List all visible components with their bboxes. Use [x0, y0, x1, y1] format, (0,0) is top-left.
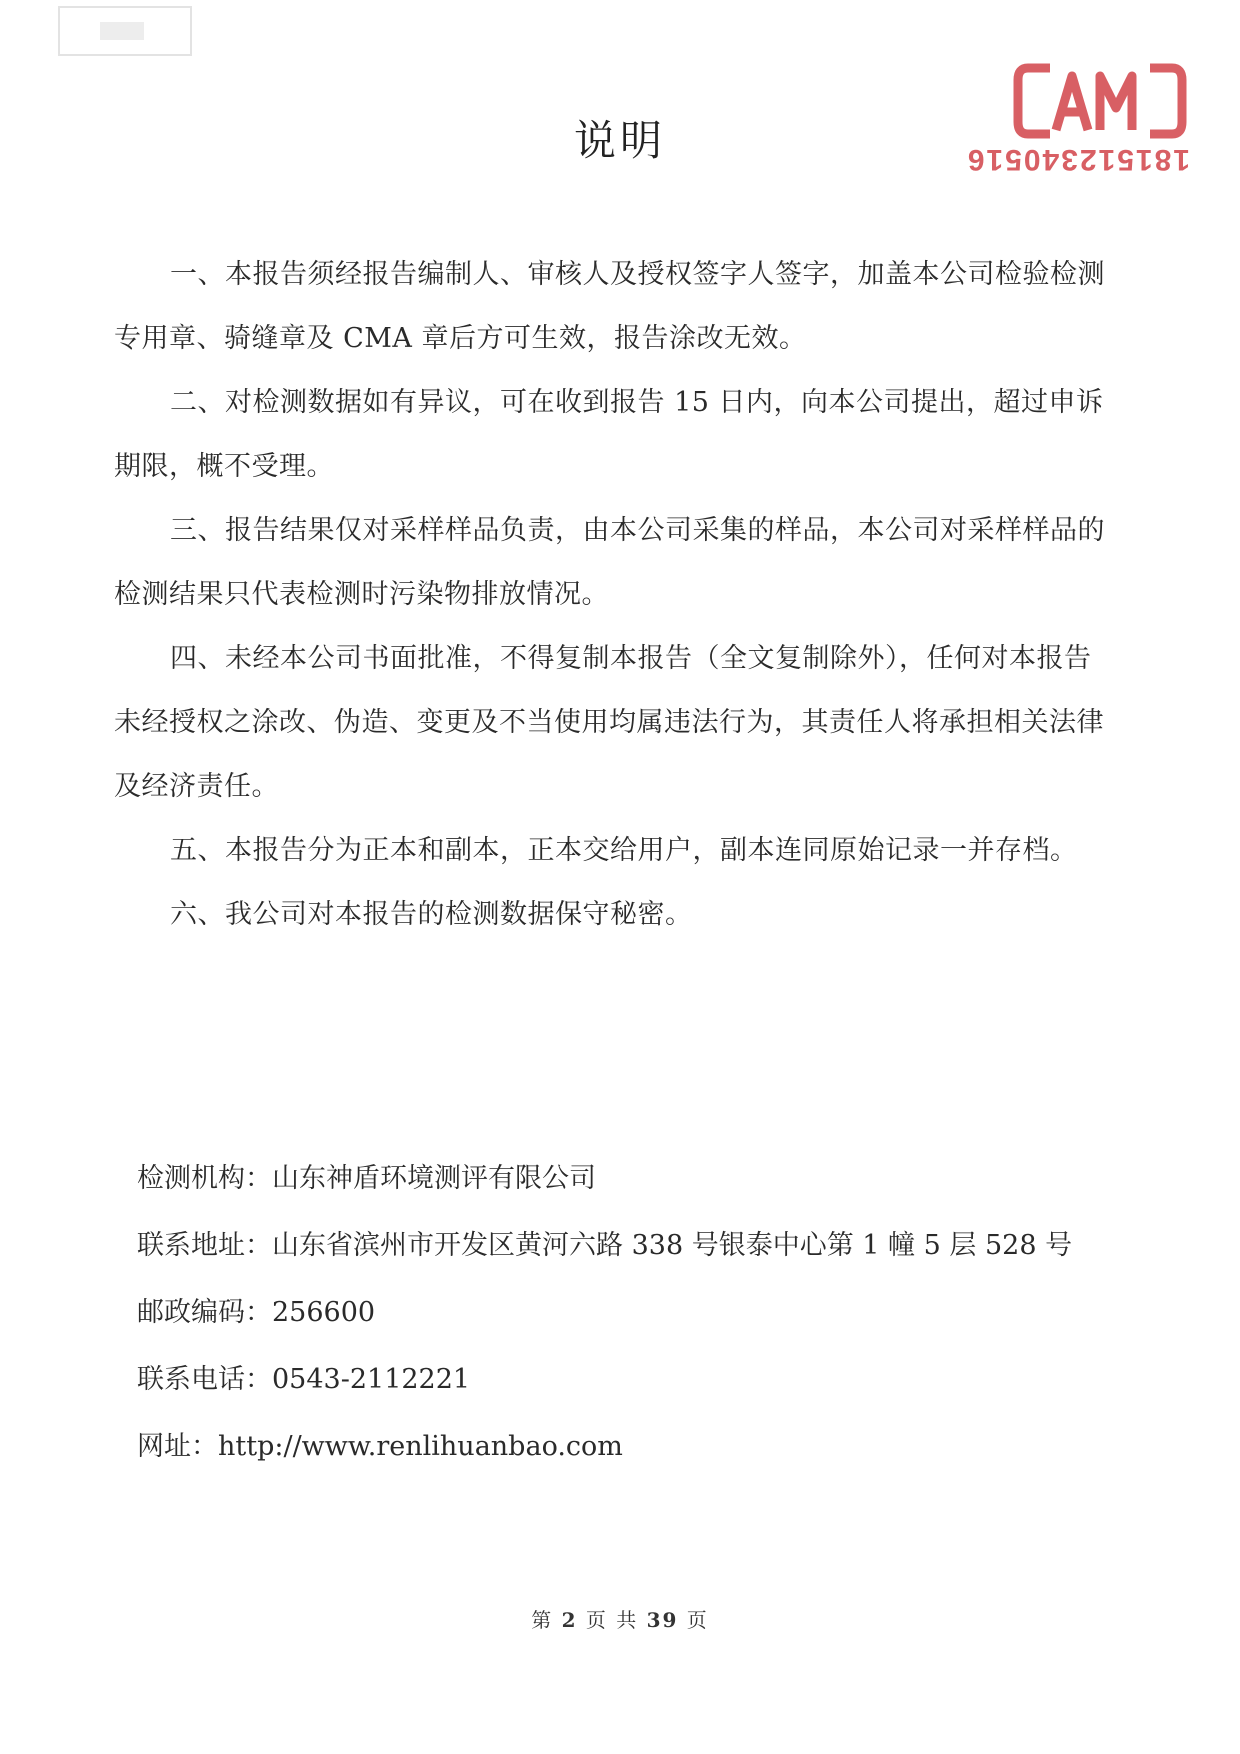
contact-postcode: [137, 1279, 1117, 1346]
institution-value: 山东神盾环境测评有限公司: [272, 1163, 596, 1194]
statement-paragraph-3: 三、报告结果仅对采样样品负责，由本公司采集的样品，本公司对采样样品的检测结果只代表检测时污染物排放情况。: [114, 515, 1105, 610]
website-link[interactable]: http://www.renlihuanbao.com: [218, 1431, 623, 1462]
footer-middle: 页 共: [585, 1608, 639, 1632]
phone-value: 0543-2112221: [272, 1364, 471, 1395]
contact-phone: [137, 1346, 1117, 1413]
statement-paragraph-6: 六、我公司对本报告的检测数据保守秘密。: [170, 899, 693, 930]
address-value: 山东省滨州市开发区黄河六路 338 号银泰中心第 1 幢 5 层 528 号: [272, 1230, 1073, 1261]
page-title: 说明: [573, 116, 666, 165]
total-pages-number: 39: [646, 1608, 679, 1632]
statement-paragraph-5: 五、本报告分为正本和副本，正本交给用户，副本连同原始记录一并存档。: [170, 835, 1078, 866]
phone-label: 联系电话：: [137, 1364, 272, 1395]
website-label: 网址：: [137, 1431, 218, 1462]
corner-stamp-box: [58, 6, 192, 56]
contact-website: [137, 1413, 1117, 1480]
statement-body: [114, 243, 1110, 947]
current-page-number: 2: [561, 1608, 578, 1632]
page-footer: [0, 1604, 1240, 1633]
postcode-label: 邮政编码：: [137, 1297, 272, 1328]
address-label: 联系地址：: [137, 1230, 272, 1261]
institution-label: 检测机构：: [137, 1163, 272, 1194]
postcode-value: 256600: [272, 1297, 376, 1328]
footer-prefix: 第: [531, 1608, 554, 1632]
statement-paragraph-1: 一、本报告须经报告编制人、审核人及授权签字人签字，加盖本公司检验检测专用章、骑缝章及 CMA 章后方可生效，报告涂改无效。: [114, 259, 1105, 354]
certificate-number: 181512340516: [965, 143, 1190, 176]
statement-paragraph-4: 四、未经本公司书面批准，不得复制本报告（全文复制除外），任何对本报告未经授权之涂改、伪造、变更及不当使用均属违法行为，其责任人将承担相关法律及经济责任。: [114, 643, 1104, 802]
statement-paragraph-2: 二、对检测数据如有异议，可在收到报告 15 日内，向本公司提出，超过申诉期限，概不受理。: [114, 387, 1104, 482]
contact-block: [137, 1145, 1117, 1480]
footer-suffix: 页: [686, 1608, 709, 1632]
contact-institution: [137, 1145, 1117, 1212]
contact-address: [137, 1212, 1117, 1279]
